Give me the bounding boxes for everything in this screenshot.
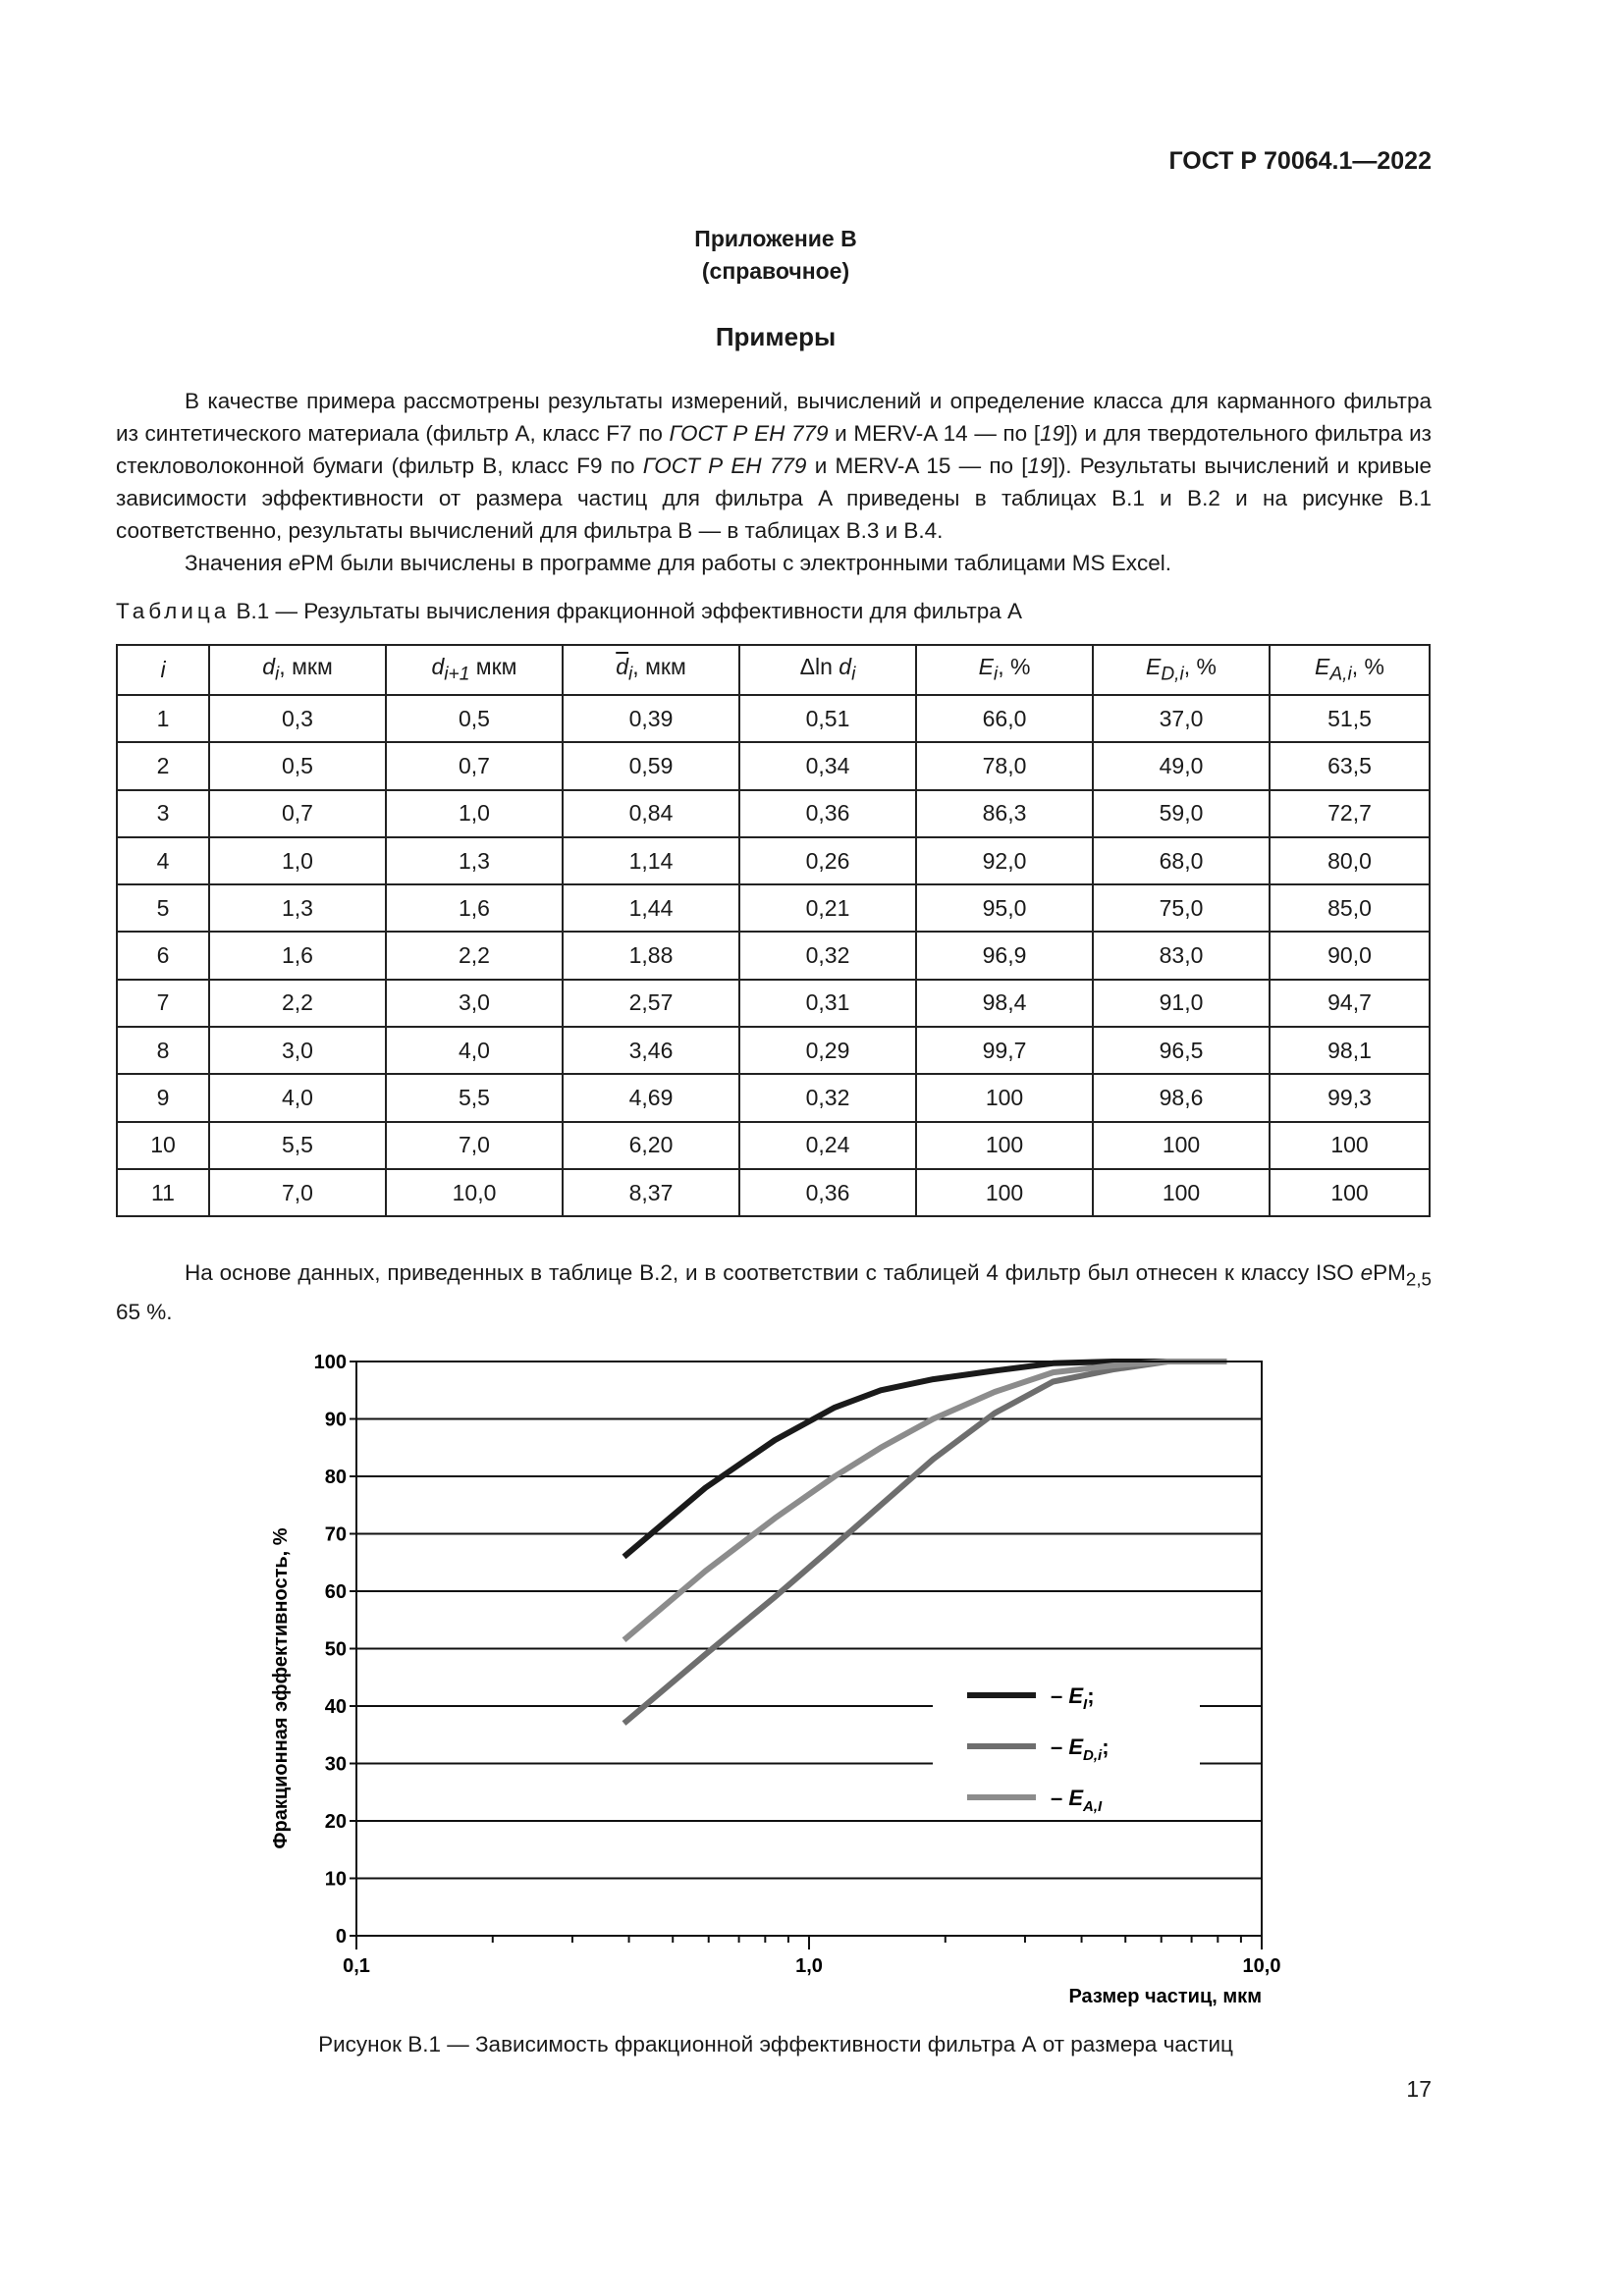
legend-label-ei: – $E_I$; <box>1051 1683 1095 1713</box>
table-row <box>117 695 1430 742</box>
legend-label-ed: – $E_{D,i}$; <box>1051 1735 1110 1764</box>
table-cell: 7 <box>117 980 209 1027</box>
table-row <box>117 1074 1430 1121</box>
table-cell: 0,31 <box>739 980 916 1027</box>
table-cell: 95,0 <box>916 884 1093 932</box>
table-cell: 68,0 <box>1093 837 1270 884</box>
table-cell: 2,2 <box>386 932 563 979</box>
table-cell: 1 <box>117 695 209 742</box>
table-cell: 3,0 <box>209 1027 386 1074</box>
table-cell: 100 <box>916 1074 1093 1121</box>
y-tick-label: 100 <box>313 1352 347 1373</box>
legend-subscript: I <box>1083 1696 1088 1713</box>
table-cell: 0,36 <box>739 790 916 837</box>
efficiency-chart <box>0 1335 1624 2022</box>
table-cell: 92,0 <box>916 837 1093 884</box>
table-cell: 2,2 <box>209 980 386 1027</box>
table-cell: 1,0 <box>386 790 563 837</box>
y-axis-label: Фракционная эффективность, % <box>270 1527 292 1849</box>
table-cell: 1,44 <box>563 884 739 932</box>
table-cell: 100 <box>1093 1169 1270 1216</box>
table-cell: 0,32 <box>739 1074 916 1121</box>
table-cell: 63,5 <box>1270 742 1430 789</box>
table-cell: 5,5 <box>209 1122 386 1169</box>
table-cell: 96,9 <box>916 932 1093 979</box>
table-cell: 0,29 <box>739 1027 916 1074</box>
legend-symbol: E <box>1068 1683 1084 1708</box>
table-cell: 100 <box>1270 1122 1430 1169</box>
table-cell: 4,0 <box>386 1027 563 1074</box>
col-header-ed: $E_{D,i}$, % <box>1093 645 1270 695</box>
y-tick-label: 50 <box>324 1638 347 1661</box>
legend-suffix: ; <box>1102 1735 1110 1759</box>
table-cell: 0,32 <box>739 932 916 979</box>
table-cell: 10,0 <box>386 1169 563 1216</box>
section-title: Примеры <box>715 322 837 351</box>
x-tick-label: 0,1 <box>343 1955 370 1977</box>
table-caption: Таблица В.1 — Результаты вычисления фракционной эффективности для фильтра A <box>116 599 1022 623</box>
y-tick-label: 70 <box>324 1523 347 1546</box>
col-header-dln: Δln $d_i$ <box>739 645 916 695</box>
col-header-di: $d_i$, мкм <box>209 645 386 695</box>
table-row <box>117 837 1430 884</box>
table-cell: 3,46 <box>563 1027 739 1074</box>
table-cell: 0,26 <box>739 837 916 884</box>
legend-subscript: D,i <box>1083 1747 1103 1764</box>
page-number: 17 <box>1406 2076 1432 2102</box>
table-cell: 86,3 <box>916 790 1093 837</box>
table-cell: 4 <box>117 837 209 884</box>
table-cell: 85,0 <box>1270 884 1430 932</box>
table-cell: 72,7 <box>1270 790 1430 837</box>
table-cell: 5 <box>117 884 209 932</box>
figure-caption: Рисунок В.1 — Зависимость фракционной эффективности фильтра А от размера частиц <box>318 2032 1233 2056</box>
table-cell: 99,3 <box>1270 1074 1430 1121</box>
table-cell: 1,3 <box>209 884 386 932</box>
table-cell: 0,39 <box>563 695 739 742</box>
table-cell: 6 <box>117 932 209 979</box>
table-cell: 0,7 <box>209 790 386 837</box>
table-cell: 96,5 <box>1093 1027 1270 1074</box>
y-tick-label: 60 <box>324 1581 347 1603</box>
table-cell: 37,0 <box>1093 695 1270 742</box>
y-tick-label: 10 <box>324 1868 347 1891</box>
table-cell: 98,6 <box>1093 1074 1270 1121</box>
table-cell: 100 <box>916 1169 1093 1216</box>
table-cell: 1,6 <box>386 884 563 932</box>
appendix-subtitle: (справочное) <box>701 258 850 284</box>
table-cell: 100 <box>1270 1169 1430 1216</box>
table-cell: 8,37 <box>563 1169 739 1216</box>
legend-symbol: E <box>1068 1735 1084 1759</box>
table-cell: 100 <box>1093 1122 1270 1169</box>
table-row <box>117 742 1430 789</box>
y-tick-label: 30 <box>324 1753 347 1776</box>
table-cell: 80,0 <box>1270 837 1430 884</box>
table-cell: 99,7 <box>916 1027 1093 1074</box>
table-cell: 3 <box>117 790 209 837</box>
table-cell: 2,57 <box>563 980 739 1027</box>
table-row <box>117 1169 1430 1216</box>
legend-suffix: ; <box>1087 1683 1095 1708</box>
appendix-title: Приложение В <box>694 226 857 251</box>
col-header-ei: $E_i$, % <box>916 645 1093 695</box>
efficiency-table <box>116 644 1431 1217</box>
table-header-row <box>117 645 1430 695</box>
table-cell: 7,0 <box>386 1122 563 1169</box>
table-cell: 94,7 <box>1270 980 1430 1027</box>
table-cell: 2 <box>117 742 209 789</box>
table-row <box>117 980 1430 1027</box>
x-axis-label: Размер частиц, мкм <box>1068 1986 1262 2007</box>
table-cell: 4,0 <box>209 1074 386 1121</box>
intro-paragraph: В качестве примера рассмотрены результаты измерений, вычислений и определение класса для карманного фильтра из синтетического материала (фильтр A, класс F7 по ГОСТ Р ЕН 779 и MERV-A 14 — по [19]) и для твердотельного фильтра из стекловолоконной бумаги (фильтр B, класс F9 по ГОСТ Р ЕН 779 и MERV-A 15 — по [19]). Результаты вычислений и кривые зависимости эффективности от размера частиц для фильтра A приведены в таблицах В.1 и В.2 и на рисунке В.1 соответственно, результаты вычислений для фильтра B — в таблицах В.3 и В.4. Значения ePM были вычислены в программе для работы с электронными таблицами MS Excel. <box>116 389 1432 575</box>
table-cell: 98,1 <box>1270 1027 1430 1074</box>
table-cell: 0,34 <box>739 742 916 789</box>
table-cell: 5,5 <box>386 1074 563 1121</box>
table-row <box>117 790 1430 837</box>
table-cell: 51,5 <box>1270 695 1430 742</box>
table-cell: 0,51 <box>739 695 916 742</box>
table-cell: 0,84 <box>563 790 739 837</box>
legend-label-ea: – $E_{A,I}$ <box>1051 1786 1103 1815</box>
table-cell: 0,59 <box>563 742 739 789</box>
table-cell: 1,0 <box>209 837 386 884</box>
table-cell: 90,0 <box>1270 932 1430 979</box>
x-tick-label: 10,0 <box>1242 1955 1281 1977</box>
y-tick-label: 80 <box>324 1467 347 1488</box>
table-cell: 4,69 <box>563 1074 739 1121</box>
table-row <box>117 1027 1430 1074</box>
table-cell: 66,0 <box>916 695 1093 742</box>
y-tick-label: 40 <box>324 1696 347 1718</box>
table-cell: 8 <box>117 1027 209 1074</box>
conclusion-paragraph: На основе данных, приведенных в таблице В.2, и в соответствии с таблицей 4 фильтр был отнесен к классу ISO ePM$_{2,5}$ 65 %. <box>116 1260 1432 1324</box>
table-row <box>117 1122 1430 1169</box>
table-cell: 0,21 <box>739 884 916 932</box>
col-header-i: i <box>117 645 209 695</box>
table-cell: 49,0 <box>1093 742 1270 789</box>
table-cell: 1,88 <box>563 932 739 979</box>
table-cell: 91,0 <box>1093 980 1270 1027</box>
table-cell: 6,20 <box>563 1122 739 1169</box>
table-cell: 0,5 <box>209 742 386 789</box>
table-cell: 1,3 <box>386 837 563 884</box>
table-cell: 75,0 <box>1093 884 1270 932</box>
document-header: ГОСТ Р 70064.1—2022 <box>1168 147 1432 175</box>
table-cell: 9 <box>117 1074 209 1121</box>
table-cell: 7,0 <box>209 1169 386 1216</box>
table-row <box>117 932 1430 979</box>
y-tick-label: 90 <box>324 1409 347 1431</box>
table-cell: 3,0 <box>386 980 563 1027</box>
table-cell: 0,36 <box>739 1169 916 1216</box>
table-cell: 1,6 <box>209 932 386 979</box>
table-cell: 59,0 <box>1093 790 1270 837</box>
table-cell: 100 <box>916 1122 1093 1169</box>
table-cell: 11 <box>117 1169 209 1216</box>
x-tick-label: 1,0 <box>795 1955 823 1977</box>
table-cell: 0,3 <box>209 695 386 742</box>
legend-subscript: A,I <box>1083 1798 1103 1815</box>
table-cell: 83,0 <box>1093 932 1270 979</box>
col-header-ea: $E_{A,i}$, % <box>1270 645 1430 695</box>
table-cell: 98,4 <box>916 980 1093 1027</box>
table-cell: 1,14 <box>563 837 739 884</box>
col-header-di1: $d_{i+1}$ мкм <box>386 645 563 695</box>
table-cell: 10 <box>117 1122 209 1169</box>
table-cell: 0,24 <box>739 1122 916 1169</box>
table-cell: 0,7 <box>386 742 563 789</box>
table-cell: 78,0 <box>916 742 1093 789</box>
col-header-dbar: $\overline{d}_i$, мкм <box>563 645 739 695</box>
y-tick-label: 0 <box>335 1926 347 1948</box>
y-tick-label: 20 <box>324 1811 347 1833</box>
table-row <box>117 884 1430 932</box>
legend-symbol: E <box>1068 1786 1084 1810</box>
table-cell: 0,5 <box>386 695 563 742</box>
